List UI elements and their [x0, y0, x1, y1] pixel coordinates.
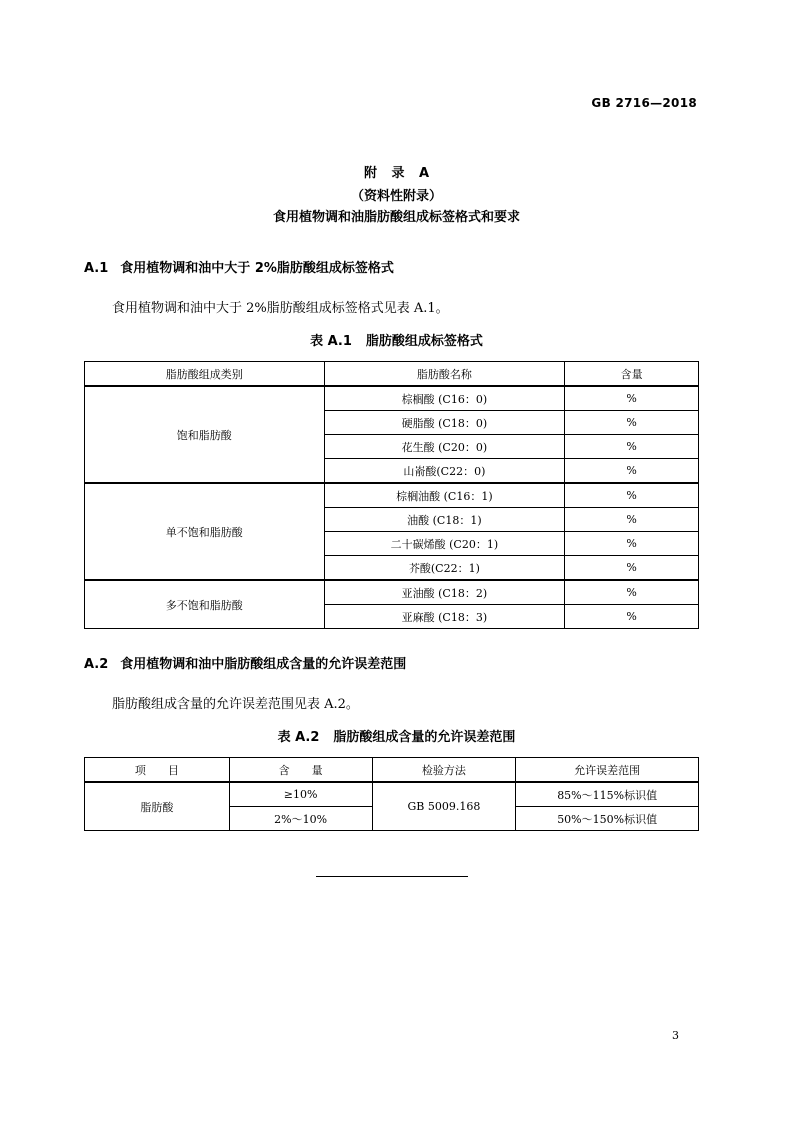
section-a2-heading [84, 653, 406, 672]
item-cell: 脂肪酸 [85, 782, 230, 831]
content-cell: % [565, 580, 699, 605]
section-a1-title: 食用植物调和油中大于 2%脂肪酸组成标签格式 [120, 261, 394, 276]
content-cell: % [565, 459, 699, 484]
fatty-acid-name: 棕榈油酸 (C16：1) [324, 483, 565, 508]
appendix-title: 食用植物调和油脂肪酸组成标签格式和要求 [272, 210, 520, 225]
fatty-acid-name: 芥酸(C22：1) [324, 556, 565, 581]
category-cell: 多不饱和脂肪酸 [85, 580, 325, 629]
content-cell: % [565, 532, 699, 556]
header-content: 含量 [565, 362, 699, 387]
table-a1-title: 脂肪酸组成标签格式 [365, 334, 483, 349]
fatty-acid-name: 亚油酸 (C18：2) [324, 580, 565, 605]
table-header-row [85, 362, 699, 387]
table-a1-caption [0, 330, 793, 349]
tolerance-cell: 85%～115%标识值 [516, 782, 699, 807]
section-a2-paragraph: 脂肪酸组成含量的允许误差范围见表 A.2。 [112, 697, 359, 712]
table-row [85, 386, 699, 411]
header-name: 脂肪酸名称 [324, 362, 565, 387]
fatty-acid-name: 油酸 (C18：1) [324, 508, 565, 532]
fatty-acid-name: 棕榈酸 (C16：0) [324, 386, 565, 411]
fatty-acid-name: 二十碳烯酸 (C20：1) [324, 532, 565, 556]
fatty-acid-name: 硬脂酸 (C18：0) [324, 411, 565, 435]
table-a2-title: 脂肪酸组成含量的允许误差范围 [333, 730, 516, 745]
content-cell: % [565, 435, 699, 459]
method-cell: GB 5009.168 [372, 782, 516, 831]
fatty-acid-name: 山嵛酸(C22：0) [324, 459, 565, 484]
table-row [85, 580, 699, 605]
table-a2-number: 表 A.2 [277, 730, 320, 745]
tolerance-table [84, 757, 699, 831]
content-cell: ≥10% [229, 782, 372, 807]
table-row [85, 483, 699, 508]
content-cell: % [565, 605, 699, 629]
category-cell: 饱和脂肪酸 [85, 386, 325, 483]
end-rule [316, 876, 468, 877]
appendix-type: （资料性附录） [350, 189, 442, 204]
fatty-acid-name: 亚麻酸 (C18：3) [324, 605, 565, 629]
table-row [85, 782, 699, 807]
section-a2-title: 食用植物调和油中脂肪酸组成含量的允许误差范围 [120, 657, 407, 672]
section-a1-heading [84, 257, 394, 276]
content-cell: 2%～10% [229, 807, 372, 831]
section-a1-paragraph: 食用植物调和油中大于 2%脂肪酸组成标签格式见表 A.1。 [112, 301, 449, 316]
header-category: 脂肪酸组成类别 [85, 362, 325, 387]
header-content: 含 量 [229, 758, 372, 783]
table-header-row [85, 758, 699, 783]
section-a1-number: A.1 [84, 261, 109, 276]
header-tolerance: 允许误差范围 [516, 758, 699, 783]
table-a1-number: 表 A.1 [310, 334, 352, 349]
category-cell: 单不饱和脂肪酸 [85, 483, 325, 580]
section-a2-number: A.2 [84, 657, 109, 672]
header-item: 项 目 [85, 758, 230, 783]
table-a2-caption [0, 726, 793, 745]
tolerance-cell: 50%～150%标识值 [516, 807, 699, 831]
content-cell: % [565, 386, 699, 411]
page-number: 3 [672, 1029, 679, 1042]
content-cell: % [565, 508, 699, 532]
appendix-label: 附 录 A [363, 166, 430, 181]
header-method: 检验方法 [372, 758, 516, 783]
fatty-acid-label-table [84, 361, 699, 629]
content-cell: % [565, 556, 699, 581]
content-cell: % [565, 411, 699, 435]
standard-code: GB 2716—2018 [591, 96, 697, 110]
fatty-acid-name: 花生酸 (C20：0) [324, 435, 565, 459]
content-cell: % [565, 483, 699, 508]
